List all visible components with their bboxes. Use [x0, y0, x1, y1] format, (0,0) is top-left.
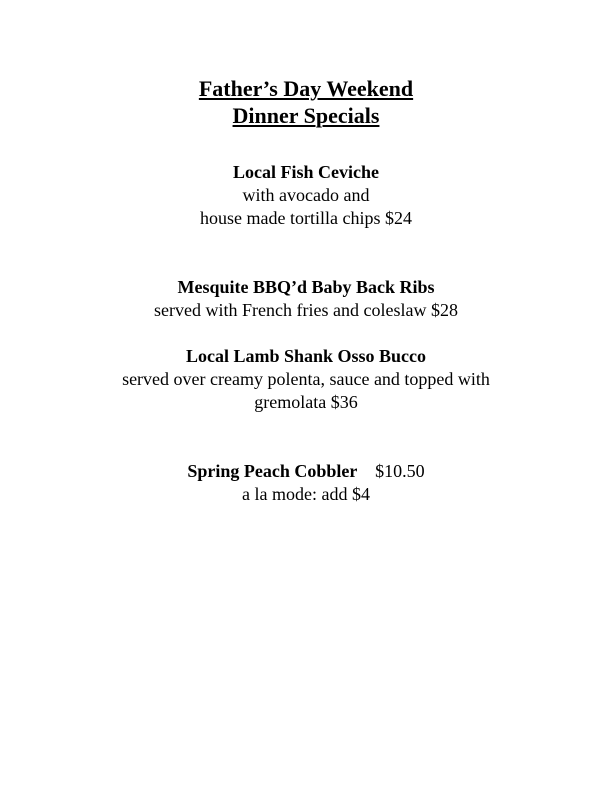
- item-name-with-price: [0, 460, 612, 483]
- title-line-2: Dinner Specials: [232, 103, 380, 128]
- item-description: a la mode: add $4: [242, 484, 370, 504]
- menu-item-ribs: [0, 276, 612, 322]
- item-price: $10.50: [375, 461, 425, 481]
- item-name: Mesquite BBQ’d Baby Back Ribs: [177, 277, 435, 297]
- item-name: Spring Peach Cobbler: [187, 461, 358, 481]
- item-description: house made tortilla chips $24: [200, 208, 412, 228]
- item-description: gremolata $36: [254, 392, 358, 412]
- item-description: with avocado and: [242, 185, 370, 205]
- menu-title: [0, 75, 612, 129]
- title-line-1: Father’s Day Weekend: [198, 76, 414, 101]
- item-description: served with French fries and coleslaw $28: [154, 300, 458, 320]
- menu-item-ceviche: [0, 161, 612, 230]
- menu-item-cobbler: [0, 460, 612, 506]
- menu-item-osso-bucco: [0, 345, 612, 414]
- item-name: Local Lamb Shank Osso Bucco: [185, 346, 427, 366]
- item-name: Local Fish Ceviche: [233, 162, 379, 182]
- item-description: served over creamy polenta, sauce and topped with: [122, 369, 490, 389]
